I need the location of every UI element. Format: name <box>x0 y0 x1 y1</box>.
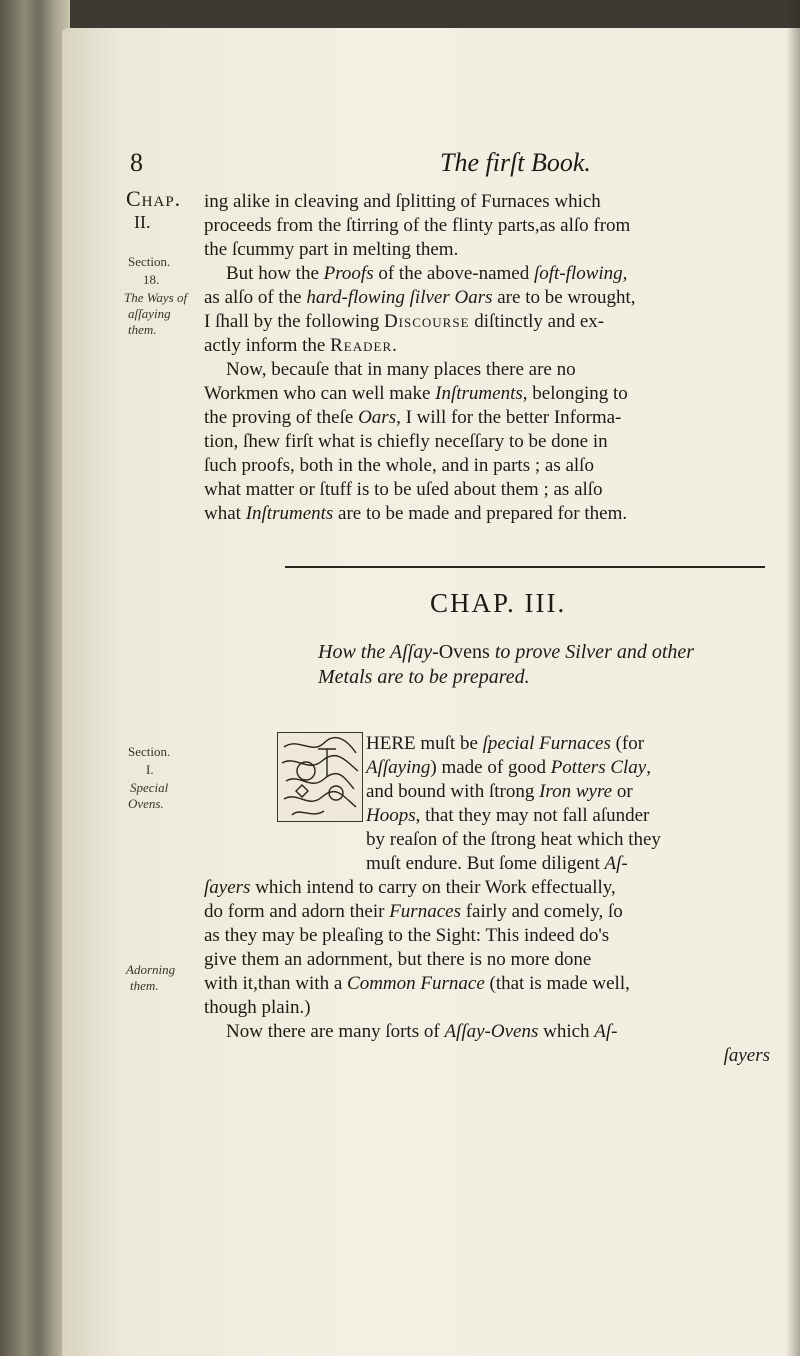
text-line: as alſo of the hard-flowing ſilver Oars are to be wrought, <box>204 287 636 308</box>
margin-section-number: 18. <box>143 272 160 287</box>
text-line: with it,than with a Common Furnace (that is made well, <box>204 973 630 994</box>
paragraph-continuation <box>204 190 770 526</box>
chapter-three-subtitle: How the Aſſay-Ovens to prove Silver and other Metals are to be prepared. <box>318 641 695 688</box>
margin-note-line: Adorning <box>126 962 176 977</box>
chapter-number: II. <box>134 212 151 232</box>
margin-section-number: I. <box>146 762 154 777</box>
text-line: But how the Proofs of the above-named ſoft-flowing, <box>226 263 628 284</box>
margin-note-line: them. <box>130 978 159 993</box>
margin-note-line: them. <box>128 322 157 337</box>
catchword: ſayers <box>723 1045 770 1066</box>
text-line: by reaſon of the ſtrong heat which they <box>366 829 661 850</box>
page-number: 8 <box>130 148 143 177</box>
running-title: The firſt Book. <box>440 148 591 177</box>
margin-note-line: Special <box>130 780 169 795</box>
margin-note-line: Ovens. <box>128 796 164 811</box>
text-line: the proving of theſe Oars, I will for the better Informa- <box>204 407 622 428</box>
book-binding <box>0 0 70 1356</box>
text-line: and bound with ſtrong Iron wyre or <box>366 781 633 802</box>
decorated-initial-t <box>277 732 363 822</box>
text-line: the ſcummy part in melting them. <box>204 239 459 260</box>
text-line: what Inſtruments are to be made and prepared for them. <box>204 503 628 524</box>
text-line: ing alike in cleaving and ſplitting of Furnaces which <box>204 191 601 212</box>
section-text-with-initial <box>366 732 770 876</box>
text-line: what matter or ſtuff is to be uſed about them ; as alſo <box>204 479 603 500</box>
text-line: muſt endure. But ſome diligent Aſ- <box>366 853 628 874</box>
chapter-label: Chap. <box>126 186 182 211</box>
text-line: Now there are many ſorts of Aſſay-Ovens which Aſ- <box>226 1021 618 1042</box>
margin-note-line: aſſaying <box>128 306 171 321</box>
section-text-full-width <box>204 876 770 1068</box>
margin-section-label: Section. <box>128 744 171 759</box>
text-line: do form and adorn their Furnaces fairly and comely, ſo <box>204 901 623 922</box>
chapter-separator-rule <box>285 566 765 568</box>
text-line: proceeds from the ſtirring of the flinty parts,as alſo from <box>204 215 631 236</box>
margin-note-line: The Ways of <box>124 290 188 305</box>
text-line: ſayers which intend to carry on their Work effectually, <box>204 877 616 898</box>
page-edge-shadow <box>786 0 800 1356</box>
text-line: actly inform the Reader. <box>204 335 398 356</box>
text-line: tion, ſhew firſt what is chiefly neceſſary to be done in <box>204 431 608 452</box>
text-line: as they may be pleaſing to the Sight: This indeed do's <box>204 925 610 946</box>
margin-section-label: Section. <box>128 254 171 269</box>
text-line: ſuch proofs, both in the whole, and in parts ; as alſo <box>204 455 594 476</box>
text-line: though plain.) <box>204 997 311 1018</box>
text-line: Aſſaying) made of good Potters Clay, <box>366 757 651 778</box>
text-line: give them an adornment, but there is no more done <box>204 949 592 970</box>
text-line: I ſhall by the following Discourse diſtinctly and ex- <box>204 311 605 332</box>
text-line: HERE muſt be ſpecial Furnaces (for <box>366 733 645 754</box>
chapter-three-heading: CHAP. III. <box>430 588 567 618</box>
ornament-icon <box>278 733 362 821</box>
text-line: Hoops, that they may not fall aſunder <box>366 805 650 826</box>
text-line: Workmen who can well make Inſtruments, belonging to <box>204 383 628 404</box>
text-line: Now, becauſe that in many places there are no <box>226 359 576 380</box>
